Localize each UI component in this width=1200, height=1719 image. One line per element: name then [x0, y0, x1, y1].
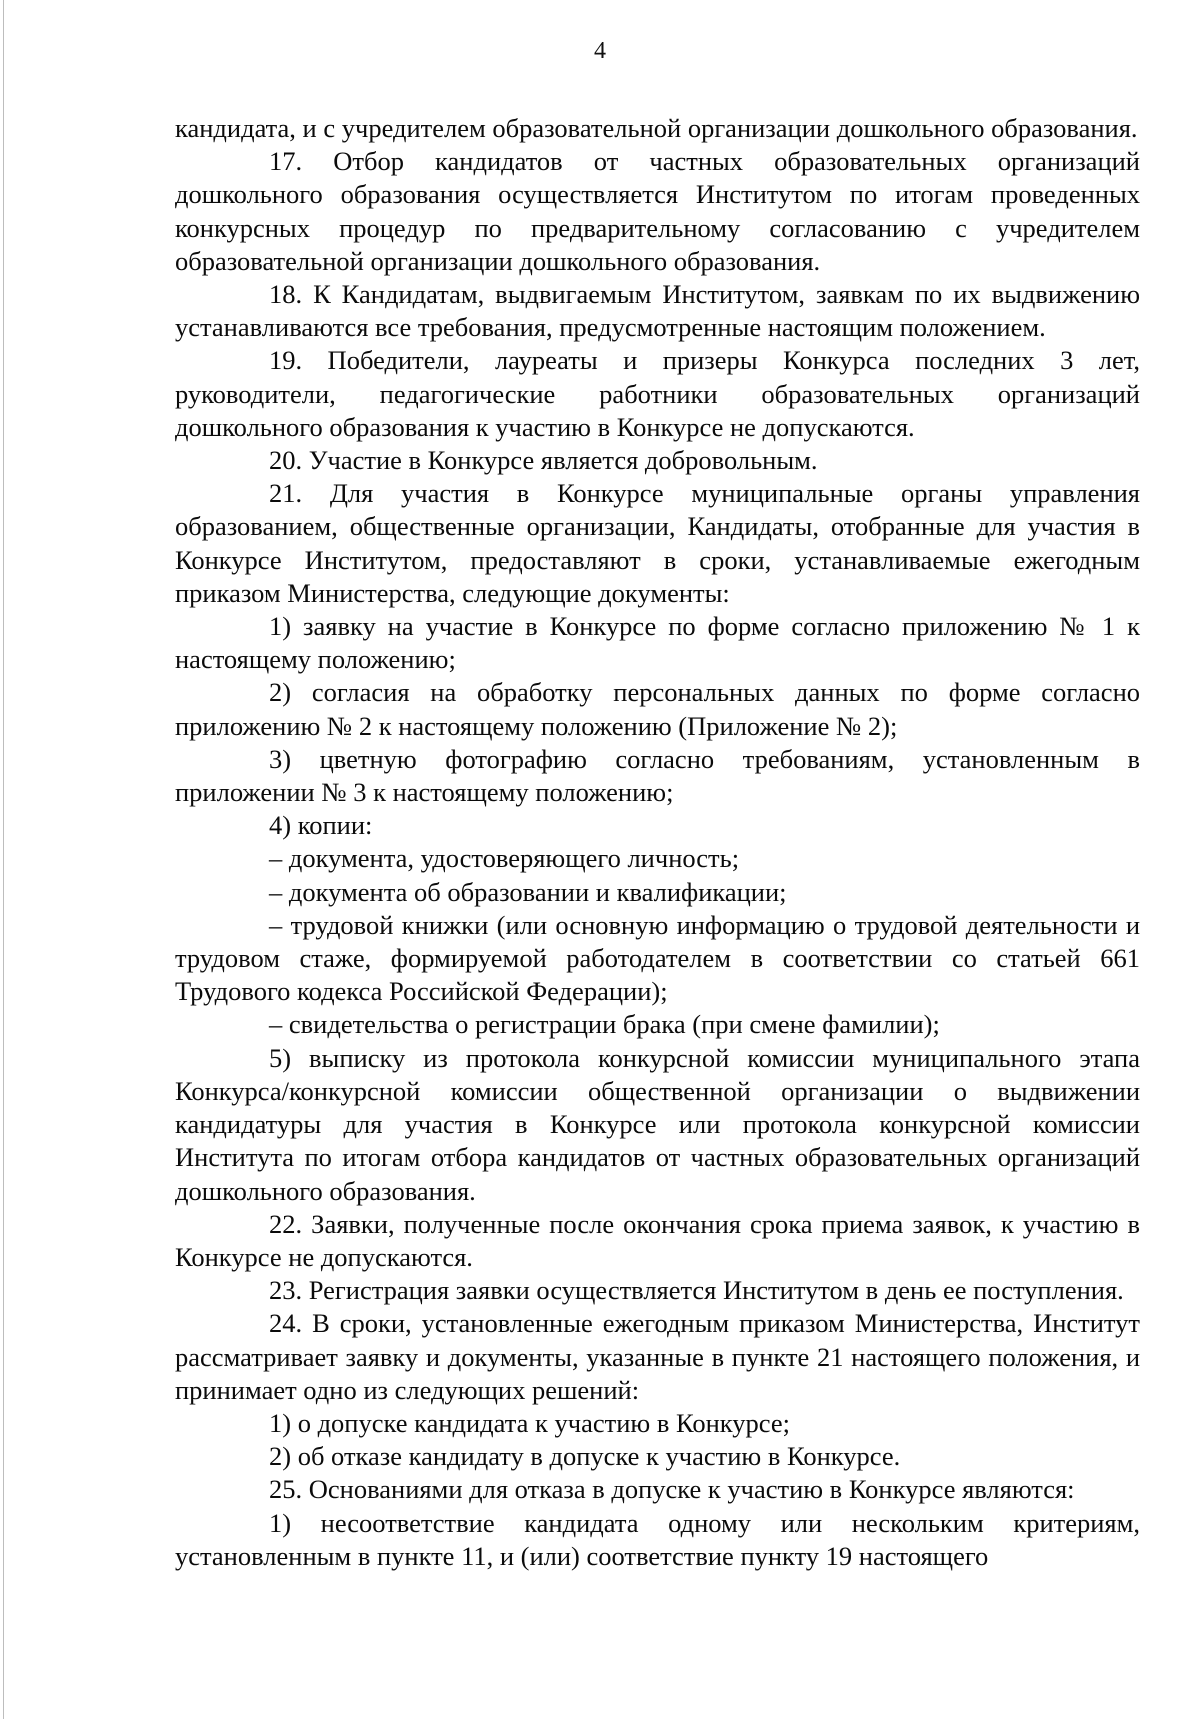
paragraph-item-24: 24. В сроки, установленные ежегодным приказом Министерства, Институт рассматривает заявку и документы, указанные в пункте 21 настоящего положения, и принимает одно из следующих решений:	[175, 1308, 1140, 1405]
subitem-21-1: 1) заявку на участие в Конкурсе по форме согласно приложению № 1 к настоящему положению;	[175, 611, 1140, 675]
subitem-21-2: 2) согласия на обработку персональных данных по форме согласно приложению № 2 к настоящему положению (Приложение № 2);	[175, 677, 1140, 741]
paragraph-item-23: 23. Регистрация заявки осуществляется Институтом в день ее поступления.	[269, 1275, 1124, 1306]
subitem-21-5: 5) выписку из протокола конкурсной комиссии муниципального этапа Конкурса/конкурсной комиссии общественной организации о выдвижении кандидатуры для участия в Конкурсе или протокола конкурсной комиссии Института по итогам отбора кандидатов от частных образовательных организаций дошкольного образования.	[175, 1042, 1140, 1206]
subitem-21-4: 4) копии:	[269, 810, 373, 841]
document-body	[175, 112, 1140, 1573]
page-number: 4	[594, 38, 606, 64]
subitem-24-1: 1) о допуске кандидата к участию в Конкурсе;	[269, 1407, 790, 1438]
bullet-marriage-certificate: – свидетельства о регистрации брака (при смене фамилии);	[269, 1009, 940, 1040]
subitem-25-1: 1) несоответствие кандидата одному или нескольким критериям, установленным в пункте 11, и (или) соответствие пункту 19 настоящего	[175, 1507, 1140, 1571]
paragraph-item-17: 17. Отбор кандидатов от частных образовательных организаций дошкольного образования осуществляется Институтом по итогам проведенных конкурсных процедур по предварительному согласованию с учредителем образовательной организации дошкольного образования.	[175, 146, 1140, 276]
subitem-21-3: 3) цветную фотографию согласно требованиям, установленным в приложении № 3 к настоящему положению;	[175, 743, 1140, 808]
paragraph-item-20: 20. Участие в Конкурсе является добровольным.	[269, 445, 818, 476]
paragraph-continuation: кандидата, и с учредителем образовательной организации дошкольного образования.	[175, 113, 1138, 143]
paragraph-item-19: 19. Победители, лауреаты и призеры Конкурса последних 3 лет, руководители, педагогические работники образовательных организаций дошкольного образования к участию в Конкурсе не допускаются.	[175, 345, 1140, 442]
bullet-education-document: – документа об образовании и квалификации;	[269, 876, 787, 907]
scan-edge-line	[3, 0, 4, 1719]
subitem-24-2: 2) об отказе кандидату в допуске к участию в Конкурсе.	[269, 1441, 901, 1472]
paragraph-item-18: 18. К Кандидатам, выдвигаемым Институтом, заявкам по их выдвижению устанавливаются все требования, предусмотренные настоящим положением.	[175, 279, 1140, 343]
paragraph-item-22: 22. Заявки, полученные после окончания срока приема заявок, к участию в Конкурсе не допускаются.	[175, 1208, 1140, 1272]
paragraph-item-21: 21. Для участия в Конкурсе муниципальные органы управления образованием, общественные организации, Кандидаты, отобранные для участия в Конкурсе Институтом, предоставляют в сроки, устанавливаемые ежегодным приказом Министерства, следующие документы:	[175, 478, 1140, 608]
bullet-employment-record: – трудовой книжки (или основную информацию о трудовой деятельности и трудовом стаже, формируемой работодателем в соответствии со статьей 661 Трудового кодекса Российской Федерации);	[175, 909, 1140, 1007]
bullet-identity-document: – документа, удостоверяющего личность;	[269, 843, 740, 874]
paragraph-item-25: 25. Основаниями для отказа в допуске к участию в Конкурсе являются:	[269, 1474, 1075, 1505]
